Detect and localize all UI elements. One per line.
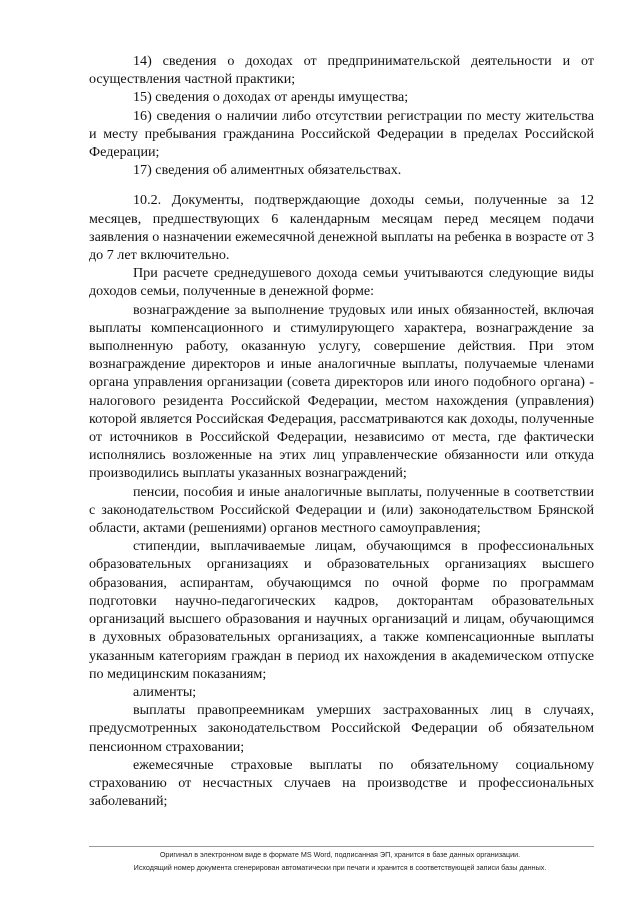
paragraph-item-16: 16) сведения о наличии либо отсутствии регистрации по месту жительства и месту пребывания гражданина Российской Федерации в пределах Российской Федерации; (89, 107, 594, 161)
paragraph-item-17: 17) сведения об алиментных обязательствах. (133, 162, 402, 179)
paragraph-income-intro: При расчете среднедушевого дохода семьи учитываются следующие виды доходов семьи, полученные в денежной форме: (89, 265, 594, 300)
footer-line-original: Оригинал в электронном виде в формате MS Word, подписанная ЭП, хранится в базе данных организации. (159, 850, 521, 859)
paragraph-successor-payments: выплаты правопреемникам умерших застрахованных лиц в случаях, предусмотренных законодательством Российской Федерации об обязательном пенсионном страховании; (89, 702, 594, 755)
paragraph-item-14: 14) сведения о доходах от предпринимательской деятельности и от осуществления частной практики; (89, 53, 594, 88)
document-body (89, 52, 594, 810)
paragraph-remuneration: вознаграждение за выполнение трудовых или иных обязанностей, включая выплаты компенсационного и стимулирующего характера, вознаграждение за выполненную работу, оказанную услугу, совершение действия. При этом вознаграждение директоров и иные аналогичные выплаты, получаемые членами органа управления организации (совета директоров или иного подобного органа) - налогового резидента Российской Федерации, местом нахождения (управления) которой является Российская Федерация, рассматриваются как доходы, полученные от источников в Российской Федерации, независимо от места, где фактически исполнялись возложенные на этих лиц управленческие обязанности или откуда производились выплаты указанных вознаграждений; (89, 301, 594, 482)
page-footer (60, 848, 620, 874)
paragraph-pensions: пенсии, пособия и иные аналогичные выплаты, полученные в соответствии с законодательством Российской Федерации и (или) законодательством Брянской области, актами (решениями) органов местного самоуправления; (89, 483, 594, 537)
paragraph-insurance-payments: ежемесячные страховые выплаты по обязательному социальному страхованию от несчастных случаев на производстве и профессиональных заболеваний; (89, 756, 594, 810)
paragraph-item-15: 15) сведения о доходах от аренды имущества; (133, 89, 409, 106)
paragraph-section-10-2: 10.2. Документы, подтверждающие доходы семьи, полученные за 12 месяцев, предшествующих 6 календарным месяцам перед месяцем подачи заявления о назначении ежемесячной денежной выплаты на ребенка в возрасте от 3 до 7 лет включительно. (89, 192, 594, 264)
footer-line-number: Исходящий номер документа сгенерирован автоматически при печати и хранится в соответствующей записи базы данных. (133, 863, 547, 872)
footer-divider (89, 846, 594, 847)
paragraph-alimony: алименты; (133, 683, 197, 700)
paragraph-stipends: стипендии, выплачиваемые лицам, обучающимся в профессиональных образовательных организациях и образовательных организациях высшего образования, аспирантам, обучающимся по очной форме по программам подготовки научно-педагогических кадров, докторантам образовательных организаций высшего образования и научных организаций и лицам, обучающимся в духовных образовательных организациях, а также компенсационные выплаты указанным категориям граждан в период их нахождения в академическом отпуске по медицинским показаниям; (89, 538, 594, 682)
